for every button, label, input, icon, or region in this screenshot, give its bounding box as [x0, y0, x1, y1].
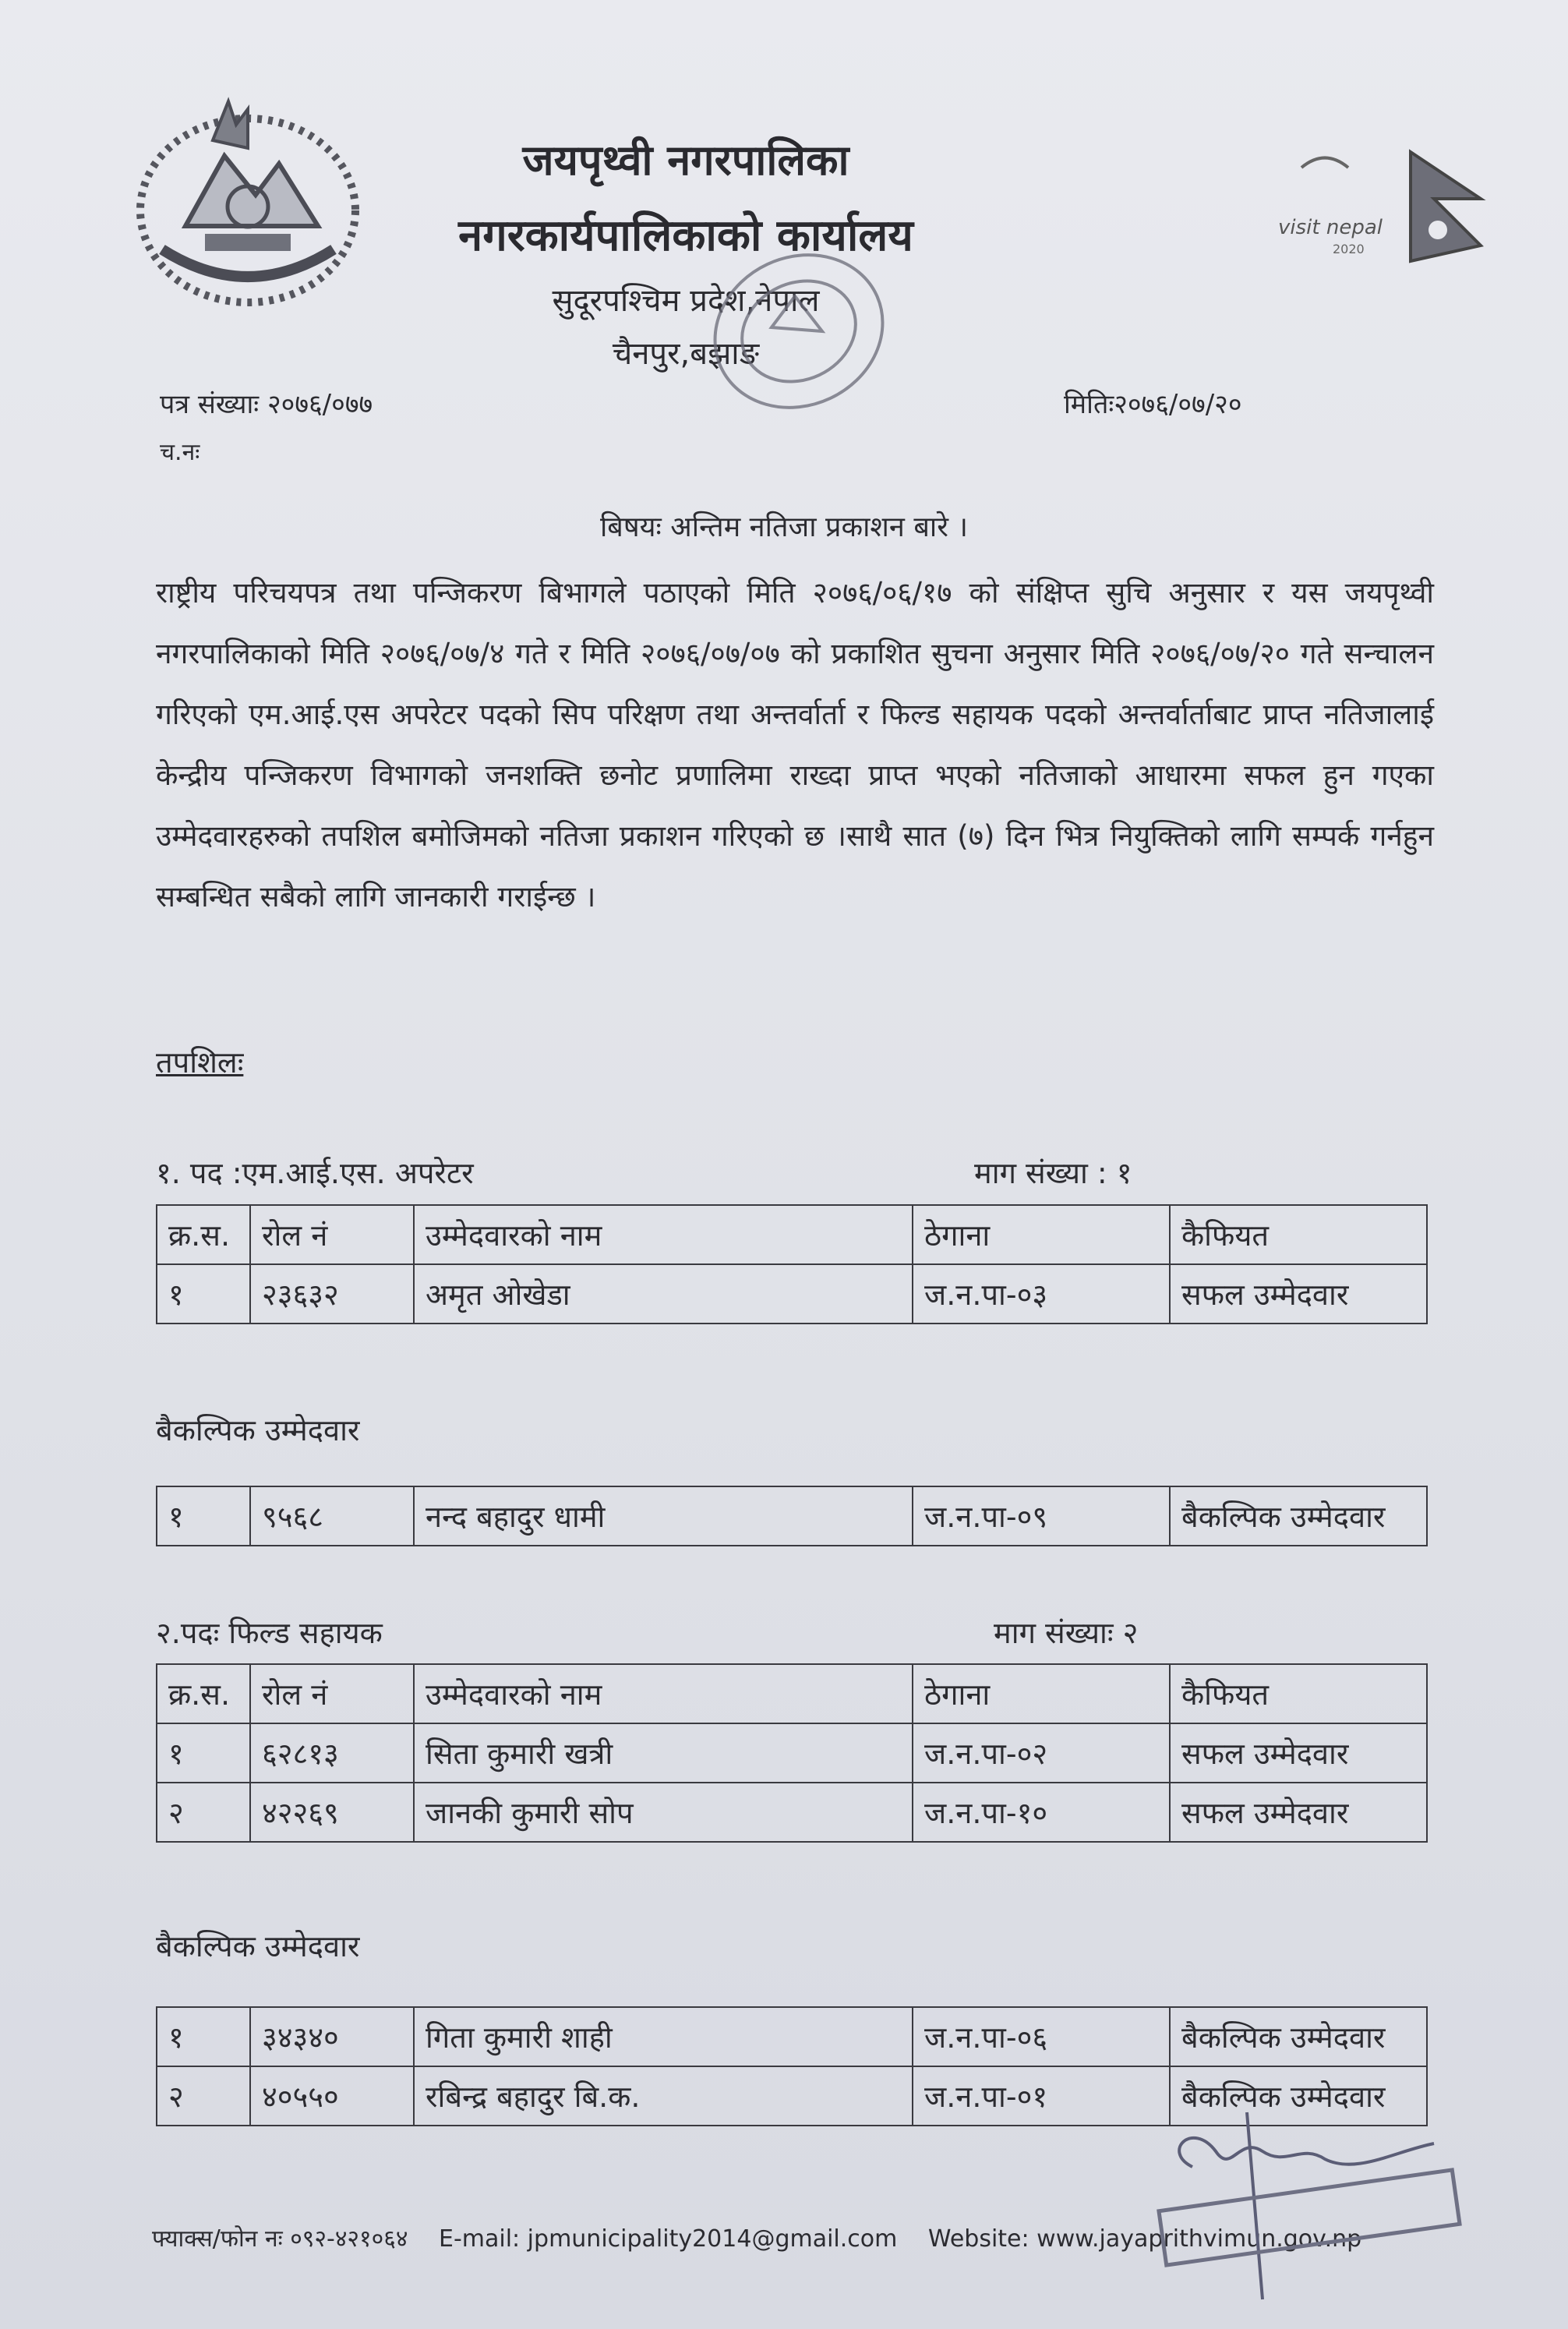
cell-remarks: सफल उम्मेदवार — [1170, 1723, 1427, 1783]
footer-email: E-mail: jpmunicipality2014@gmail.com — [438, 2225, 898, 2253]
cell-remarks: बैकल्पिक उम्मेदवार — [1170, 2066, 1427, 2126]
cell-sn: २ — [157, 2066, 250, 2126]
header-cell-roll: रोल नं — [250, 1205, 414, 1264]
letter-subject: बिषयः अन्तिम नतिजा प्रकाशन बारे । — [599, 511, 969, 543]
table-row — [157, 2007, 1427, 2066]
cell-address: ज.न.पा-०१ — [913, 2066, 1170, 2126]
cell-name: रबिन्द्र बहादुर बि.क. — [414, 2066, 913, 2126]
footer-phone: फ्याक्स/फोन नः ०९२-४२१०६४ — [152, 2225, 408, 2253]
cell-sn: १ — [157, 1264, 250, 1324]
nepal-government-emblem — [131, 94, 365, 312]
header-cell-name: उम्मेदवारको नाम — [414, 1205, 913, 1264]
header-cell-remarks: कैफियत — [1170, 1664, 1427, 1723]
table-row — [157, 1723, 1427, 1783]
dispatch-number: च.नः — [160, 439, 200, 466]
cell-address: ज.न.पा-१० — [913, 1783, 1170, 1842]
address-line: चैनपुर,बझाङ — [612, 336, 760, 372]
header-cell-name: उम्मेदवारको नाम — [414, 1664, 913, 1723]
cell-name: गिता कुमारी शाही — [414, 2007, 913, 2066]
post-1-alternate-heading: बैकल्पिक उम्मेदवार — [156, 1413, 360, 1447]
header-cell-roll: रोल नं — [250, 1664, 414, 1723]
table-row — [157, 1486, 1427, 1546]
cell-address: ज.न.पा-०२ — [913, 1723, 1170, 1783]
cell-address: ज.न.पा-०६ — [913, 2007, 1170, 2066]
header-cell-sn: क्र.स. — [157, 1664, 250, 1723]
cell-name: जानकी कुमारी सोप — [414, 1783, 913, 1842]
footer-website: Website: www.jayaprithvimun.gov.np — [927, 2225, 1362, 2253]
post-2-demand: माग संख्याः २ — [994, 1616, 1139, 1650]
cell-remarks: बैकल्पिक उम्मेदवार — [1170, 1486, 1427, 1546]
cell-remarks: सफल उम्मेदवार — [1170, 1783, 1427, 1842]
post-1-alternate-table — [156, 1486, 1428, 1546]
table-header-row — [157, 1664, 1427, 1723]
office-name: नगरकार्यपालिकाको कार्यालय — [458, 210, 913, 261]
letter-reference-number: पत्र संख्याः २०७६/०७७ — [160, 389, 373, 420]
post-1-title: १. पद :एम.आई.एस. अपरेटर — [156, 1156, 474, 1190]
office-stamp-seal — [686, 234, 912, 429]
post-2-selected-table — [156, 1663, 1428, 1843]
post-1-selected-table — [156, 1204, 1428, 1324]
post-2-title: २.पदः फिल्ड सहायक — [156, 1616, 383, 1650]
cell-sn: १ — [157, 2007, 250, 2066]
cell-name: सिता कुमारी खत्री — [414, 1723, 913, 1783]
cell-sn: १ — [157, 1723, 250, 1783]
post-1-demand: माग संख्या : १ — [974, 1156, 1132, 1190]
header-cell-address: ठेगाना — [913, 1664, 1170, 1723]
letter-date: मितिः२०७६/०७/२० — [1064, 389, 1242, 420]
cell-roll: ६२८१३ — [250, 1723, 414, 1783]
cell-roll: ४०५५० — [250, 2066, 414, 2126]
cell-roll: २३६३२ — [250, 1264, 414, 1324]
header-cell-address: ठेगाना — [913, 1205, 1170, 1264]
header-cell-sn: क्र.स. — [157, 1205, 250, 1264]
province-line: सुदूरपश्चिम प्रदेश,नेपाल — [552, 283, 820, 319]
post-2-alternate-heading: बैकल्पिक उम्मेदवार — [156, 1929, 360, 1963]
cell-remarks: बैकल्पिक उम्मेदवार — [1170, 2007, 1427, 2066]
svg-text:2020: 2020 — [1333, 242, 1365, 256]
table-row — [157, 1783, 1427, 1842]
cell-name: अमृत ओखेडा — [414, 1264, 913, 1324]
cell-remarks: सफल उम्मेदवार — [1170, 1264, 1427, 1324]
municipality-name: जयपृथ्वी नगरपालिका — [522, 136, 849, 185]
visit-nepal-2020-logo — [1270, 144, 1489, 277]
cell-roll: ९५६८ — [250, 1486, 414, 1546]
cell-address: ज.न.पा-०९ — [913, 1486, 1170, 1546]
cell-roll: ३४३४० — [250, 2007, 414, 2066]
cell-sn: १ — [157, 1486, 250, 1546]
header-cell-remarks: कैफियत — [1170, 1205, 1427, 1264]
cell-address: ज.न.पा-०३ — [913, 1264, 1170, 1324]
cell-name: नन्द बहादुर धामी — [414, 1486, 913, 1546]
officer-signature-stamp — [1146, 2105, 1473, 2323]
table-row — [157, 1264, 1427, 1324]
details-heading: तपशिलः — [156, 1045, 244, 1080]
table-header-row — [157, 1205, 1427, 1264]
letter-body: राष्ट्रीय परिचयपत्र तथा पन्जिकरण बिभागले पठाएको मिति २०७६/०६/१७ को संक्षिप्त सुचि अनुसार र यस जयपृथ्वी नगरपालिकाको मिति २०७६/०७/४ गते र मिति २०७६/०७/०७ को प्रकाशित सुचना अनुसार मिति २०७६/०७/२० गते सन्चालन गरिएको एम.आई.एस अपरेटर पदको सिप परिक्षण तथा अन्तर्वार्ता र फिल्ड सहायक पदको अन्तर्वार्ताबाट प्राप्त नतिजालाई केन्द्रीय पन्जिकरण विभागको जनशक्ति छनोट प्रणालिमा राख्दा प्राप्त भएको नतिजाको आधारमा सफल हुन गएका उम्मेदवारहरुको तपशिल बमोजिमको नतिजा प्रकाशन गरिएको छ ।साथै सात (७) दिन भित्र नियुक्तिको लागि सम्पर्क गर्नहुन सम्बन्धित सबैको लागि जानकारी गराईन्छ । — [156, 576, 1434, 914]
svg-text:visit nepal: visit nepal — [1278, 216, 1383, 239]
cell-sn: २ — [157, 1783, 250, 1842]
cell-roll: ४२२६९ — [250, 1783, 414, 1842]
